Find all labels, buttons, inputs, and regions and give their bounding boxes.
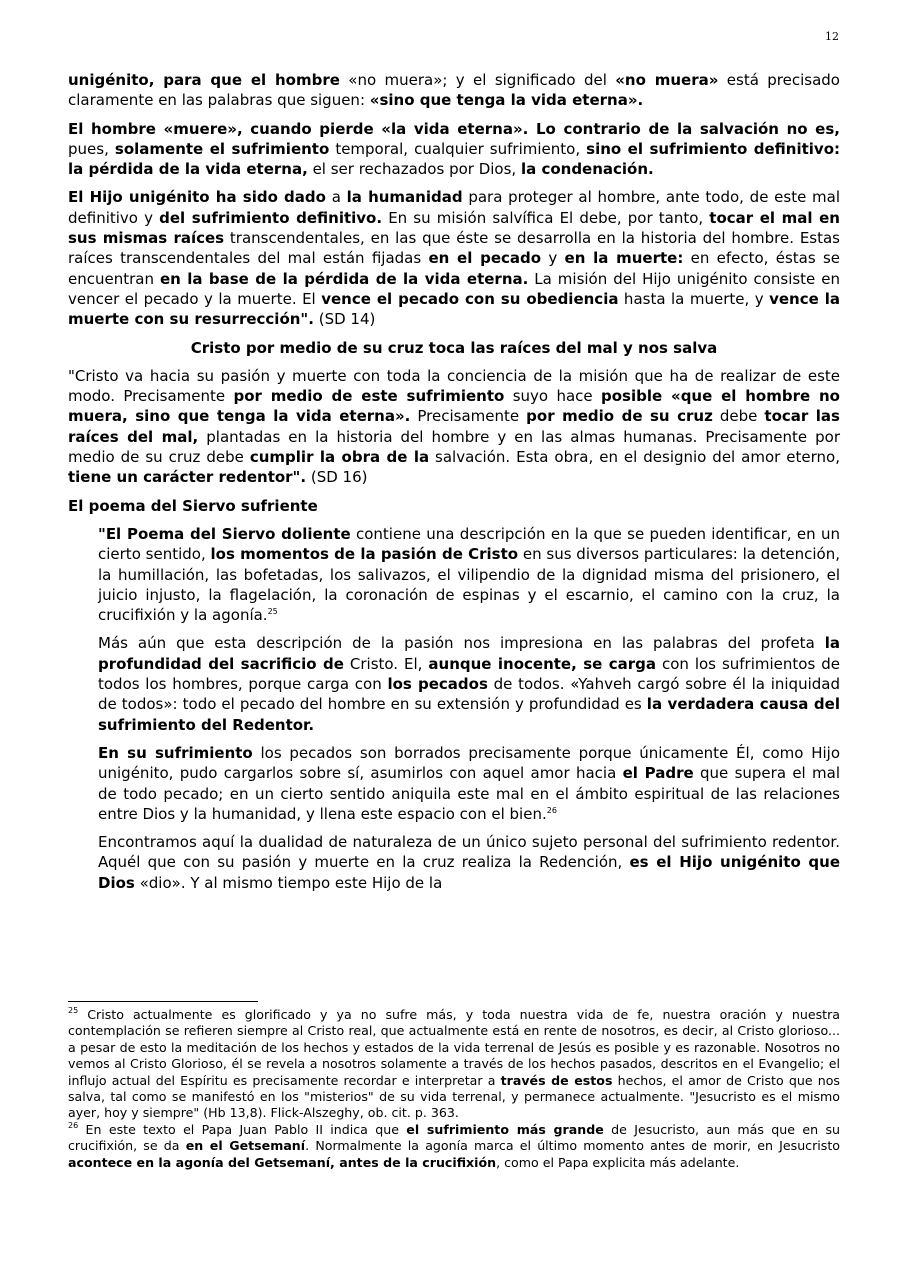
text-run: plantadas en la historia del hombre y en las almas humanas. Precisamente por medio de su cruz debe	[68, 427, 840, 467]
text-run: Encontramos aquí la dualidad de naturaleza de un único sujeto personal del sufrimiento redentor. Aquél que con su pasión y muerte en la cruz realiza la Redención,	[98, 833, 840, 872]
text-run: hasta la muerte, y	[618, 289, 770, 308]
footnotes	[68, 1007, 840, 1171]
bold-text: los momentos de la pasión de Cristo	[210, 545, 519, 564]
text-run: está precisado claramente en las palabras que siguen:	[68, 71, 840, 110]
bold-text: «no muera»	[615, 71, 719, 89]
bold-text: posible «que el hombre no muera, sino que tenga la vida eterna».	[68, 387, 840, 426]
bold-text: es el Hijo unigénito que Dios	[98, 853, 840, 892]
text-run: (SD 14)	[313, 310, 376, 329]
bold-text: través de estos	[500, 1072, 613, 1088]
text-run: Cristo actualmente es glorificado y ya no sufre más, y toda nuestra vida de fe, nuestra oración y nuestra contemplación se refieren siempre al Cristo real, que actualmente está en rente de nosotros, es decir, al Cristo glorioso... a pesar de esto la meditación de los hechos y estados de la vida terrenal de Jesús es posible y es razonable. Nosotros no vemos al Cristo Glorioso, él se revela a nosotros solamente a través de los hechos pasados, descritos en el Evangelio; el influjo actual del Espíritu es precisamente recordar e interpretar a	[68, 1007, 840, 1088]
bold-text: En su sufrimiento	[98, 743, 253, 762]
text-run: de Jesucristo, aun más que en su crucifixión, se da	[68, 1121, 840, 1154]
footnote	[68, 1007, 840, 1122]
text-run: que supera el mal de todo pecado; en un cierto sentido aniquila este mal en el ámbito espiritual de las relaciones entre Dios y la humanidad, y llena este espacio con el bien.	[98, 764, 840, 823]
text-run: Más aún que esta descripción de la pasión nos impresiona en las palabras del profeta	[98, 634, 825, 653]
text-run: , como el Papa explicita más adelante.	[496, 1154, 740, 1170]
bold-text: en el pecado	[428, 249, 542, 268]
paragraph	[68, 119, 840, 180]
footnote-ref: 25	[267, 607, 278, 617]
text-run: con los sufrimientos de todos los hombres, porque carga con	[98, 654, 840, 694]
text-run: (SD 16)	[306, 468, 368, 487]
page-number: 12	[825, 30, 839, 43]
text-run: «dio». Y al mismo tiempo este Hijo de la	[134, 873, 443, 892]
text-run: debe	[712, 407, 765, 426]
bold-text: la verdadera causa del sufrimiento del Redentor.	[98, 695, 840, 734]
bold-text: la humanidad	[346, 188, 463, 207]
bold-text: la condenación.	[520, 160, 654, 179]
text-run: salvación. Esta obra, en el designio del amor eterno,	[429, 448, 840, 467]
text-run: de todos. «Yahveh cargó sobre él la iniquidad de todos»: todo el pecado del hombre en su extensión y profundidad es	[98, 675, 840, 714]
bold-text: del sufrimiento definitivo.	[159, 208, 383, 227]
text-run: La misión del Hijo unigénito consiste en vencer el pecado y la muerte. El	[68, 269, 840, 308]
text-run: Cristo. El,	[343, 654, 429, 673]
bold-text: tiene un carácter redentor".	[68, 468, 307, 487]
bold-text: por medio de este sufrimiento	[233, 387, 505, 406]
text-run: pues,	[68, 139, 115, 158]
bold-text: la profundidad del sacrificio de	[98, 634, 840, 673]
bold-text: aunque inocente, se carga	[428, 654, 656, 673]
paragraph	[68, 366, 840, 488]
bold-text: tocar las raíces del mal,	[68, 407, 840, 446]
text-run: los pecados son borrados precisamente porque únicamente Él, como Hijo unigénito, pudo cargarlos sobre sí, asumirlos con aquel amor hacia	[98, 743, 840, 783]
bold-text: vence la muerte con su resurrección".	[68, 289, 840, 329]
section-heading	[68, 496, 840, 516]
bold-text: «sino que tenga la vida eterna».	[369, 91, 644, 110]
paragraph	[68, 187, 840, 329]
quoted-paragraph	[98, 524, 840, 625]
footnote-separator	[68, 1001, 258, 1002]
bold-text: unigénito, para que el hombre	[68, 71, 340, 89]
text-run: hechos, el amor de Cristo que nos salva, tal como se manifestó en los "misterios" de su vida terrenal, y permanece actualmente. "Jesucristo es el mismo ayer, hoy y siempre" (Hb 13,8). Flick-Alszeghy, ob. cit. p. 363.	[68, 1072, 840, 1121]
bold-text: cumplir la obra de la	[249, 448, 430, 467]
bold-text: el Padre	[622, 764, 694, 783]
bold-text: El hombre «muere», cuando pierde «la vida eterna». Lo contrario de la salvación no es,	[68, 119, 840, 138]
document-body	[68, 70, 840, 901]
text-run: "Cristo va hacia su pasión y muerte con toda la conciencia de la misión que ha de realizar de este modo. Precisamente	[68, 366, 840, 406]
text-run: temporal, cualquier sufrimiento,	[329, 139, 587, 158]
text-run: «no muera»; y el significado del	[339, 71, 616, 89]
text-run: en sus diversos particulares: la detención, la humillación, las bofetadas, los salivazos, el vilipendio de la dignidad misma del prisionero, el juicio injusto, la flagelación, la coronación de espinas y el escarnio, el camino con la cruz, la crucifixión y la agonía.	[98, 545, 840, 625]
bold-text: por medio de su cruz	[526, 407, 713, 426]
text-run: contiene una descripción en la que se pueden identificar, en un cierto sentido,	[98, 524, 840, 564]
text-run: Precisamente	[410, 407, 527, 426]
bold-text: "El Poema del Siervo doliente	[98, 524, 351, 543]
section-heading	[68, 338, 840, 358]
quoted-paragraph	[98, 832, 840, 893]
bold-text: los pecados	[387, 675, 488, 694]
text-run: En este texto el Papa Juan Pablo II indica que	[78, 1121, 407, 1137]
bold-text: solamente el sufrimiento	[114, 139, 330, 158]
bold-text: en la muerte:	[564, 249, 684, 268]
text-run: y	[541, 249, 565, 268]
text-run: suyo hace	[504, 387, 602, 406]
bold-text: en la base de la pérdida de la vida eterna.	[159, 269, 529, 288]
footnote-ref: 25	[68, 1006, 79, 1015]
bold-text: sino el sufrimiento definitivo: la pérdida de la vida eterna,	[68, 139, 840, 179]
text-run: el ser rechazados por Dios,	[307, 160, 521, 179]
paragraph	[68, 70, 840, 111]
bold-text: vence el pecado con su obediencia	[321, 289, 619, 308]
quoted-paragraph	[98, 743, 840, 824]
text-run: para proteger al hombre, ante todo, de este mal definitivo y	[68, 188, 841, 227]
text-run: a	[325, 188, 347, 207]
bold-text: en el Getsemaní	[185, 1138, 306, 1154]
bold-text: Cristo por medio de su cruz toca las raíces del mal y nos salva	[190, 338, 718, 357]
footnote	[68, 1122, 840, 1171]
text-run: . Normalmente la agonía marca el último momento antes de morir, en Jesucristo	[305, 1138, 840, 1154]
text-run: en efecto, éstas se encuentran	[68, 249, 840, 288]
bold-text: el sufrimiento más grande	[406, 1121, 604, 1137]
text-run: transcendentales, en las que éste se desarrolla en la historia del hombre. Estas raíces transcendentales del mal están fijadas	[68, 229, 840, 268]
bold-text: El poema del Siervo sufriente	[68, 496, 318, 515]
footnote-ref: 26	[546, 805, 557, 815]
bold-text: tocar el mal en sus mismas raíces	[68, 208, 840, 248]
quoted-paragraph	[98, 633, 840, 734]
bold-text: acontece en la agonía del Getsemaní, antes de la crucifixión	[68, 1154, 497, 1170]
bold-text: El Hijo unigénito ha sido dado	[68, 188, 326, 207]
footnote-ref: 26	[68, 1120, 79, 1130]
text-run: En su misión salvífica El debe, por tanto,	[382, 208, 710, 227]
